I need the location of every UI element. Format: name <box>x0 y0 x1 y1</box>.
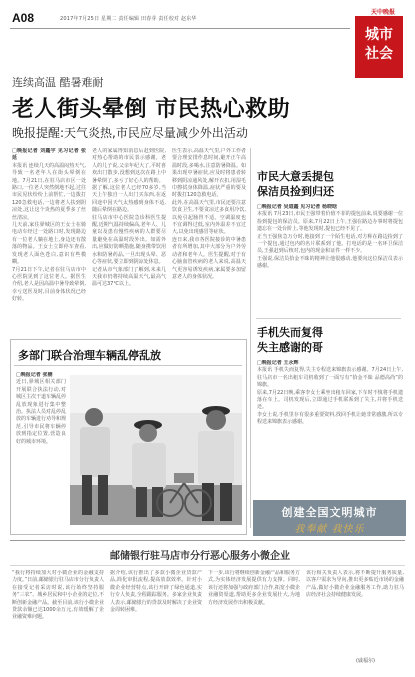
photo-story-caption-text: 近日,驿城区相关部门开展联合执法行动,对城区主次干道车辆乱停乱放现象进行集中整治。执法人员对乱停乱放的车辆进行劝导和规范,引导市民将车辆停放到指定位置,营造良好的城市环境。 <box>16 379 66 445</box>
lead-paragraph: 记者从市气象部门了解到,未来几天我市仍将持续高温天气,最高气温可达37℃以上。 <box>92 266 166 288</box>
sidebar-story2-body <box>257 360 403 494</box>
lead-paragraph: 7月21日下午,记者在驻马店市中心医院见到了这位老人。据医生介绍,老人是因高温中暑导致晕倒,幸亏送医及时,目前身体状况已经好转。 <box>12 266 86 303</box>
lead-paragraph: 几天前,家住驿城区的王女士在骑电动车经过一处路口时,发现路边有一位老人躺在地上,身边还有散落的物品。王女士立即停车查看,发现老人面色苍白,意识有些模糊。 <box>12 222 86 266</box>
sidebar-story1-body <box>257 204 403 314</box>
section-label-line2: 社会 <box>365 46 393 62</box>
bottom-column-4 <box>306 570 404 654</box>
sidebar-story2-headline <box>257 325 323 355</box>
bottom-paragraph: 下一步,该行将继续创新金融产品和服务方式,为实体经济发展提供有力支撑。同时,该行还将加强与政府部门合作,拓宽小微企业融资渠道,帮助更多企业发展壮大,为地方经济发展作出积极贡献。 <box>208 570 300 606</box>
bottom-headline-divider <box>10 565 405 566</box>
sidebar-story1-title-line2: 保洁员捡到归还 <box>257 185 334 198</box>
sidebar-paragraph: 王强说,保洁员拾金不昧的精神让他很感动,他要向这位保洁员表示感谢。 <box>257 255 403 270</box>
photo-story-divider <box>14 365 242 366</box>
lead-headline: 老人街头晕倒 市民热心救助 <box>12 97 291 122</box>
lead-column-2 <box>92 148 166 334</box>
newspaper-logo: 天中晚报 <box>370 9 395 16</box>
page-meta: 2017年7月25日 星期二 责任编辑 田春芽 责任校对 赵东华 <box>60 16 197 22</box>
sidebar-paragraph: 李女士说,手机里存有很多重要资料,找回手机让她非常感激,所以专程送来锦旗表示感谢。 <box>257 411 403 426</box>
civic-banner-slogan: 我奉献 我快乐 <box>294 524 365 535</box>
sidebar-story1-title-line1: 市民大意丢提包 <box>257 170 334 183</box>
lead-paragraph: 医生表示,高温天气里,户外工作者要合理安排作息时间,避开正午高温时段,多喝水,注意防暑降温。如果出现中暑症状,应及时将患者转移到阴凉通风处,解开衣扣,用湿毛巾擦拭身体降温,症状严重的要及时拨打120急救电话。 <box>172 148 246 199</box>
bottom-paragraph: 据介绍,该行推出了多款小微企业贷款产品,简化审批流程,提高放款效率。针对小微企业经营特点,该行开辟了绿色通道,实行专人负责,全程跟踪服务。多家企业负责人表示,邮储银行的贷款及时解决了企业资金周转困难。 <box>110 570 202 614</box>
lead-paragraph: 老人的家属得知消息后赶到医院,对热心帮助的市民表示感谢。老人的儿子说,父亲年纪大了,平时喜欢出门散步,没想到这次在路上中暑晕倒了,多亏了好心人的帮助。 <box>92 148 166 184</box>
lead-paragraph: 此外,在高温天气里,市民还要注意饮食卫生,不要贪凉过多食用冷饮,以免引起肠胃不适。空调温度也不宜调得过低,室内外温差不宜过大,以免出现感冒等症状。 <box>172 199 246 236</box>
bottom-headline: 邮储银行驻马店市分行恶心服务小微企业 <box>110 551 290 562</box>
sidebar-story2-title-line1: 手机失而复得 <box>257 326 323 339</box>
lead-column-1 <box>12 148 86 334</box>
page-number: A08 <box>12 11 35 25</box>
sidebar-separator <box>256 318 401 319</box>
bottom-paragraph: “我行将持续加大对小微企业的金融支持力度。”日前,邮储银行驻马店市分行负责人在接受记者采访时说,该行始终坚持服务“三农”、城乡居民和中小企业的定位,不断创新金融产品。截至目前,该行小微企业贷款余额已达1000余万元,有效缓解了企业融资难问题。 <box>12 570 104 621</box>
photo-story-caption <box>16 372 66 527</box>
lead-column-3 <box>172 148 246 334</box>
bottom-divider <box>10 540 405 541</box>
lead-paragraph: 据了解,这位老人已经70多岁,当天上午独自一人出门买东西,在返回途中因天气太热感到身体不适,随后晕倒在路边。 <box>92 185 166 214</box>
kicker: 连续高温 酷暑难耐 <box>12 76 104 89</box>
sidebar-paragraph: 原来,7月22日晚,乘客李女士乘坐出租车回家,下车时不慎将手机遗落在车上。司机发现后,立即通过手机联系到了失主,并将手机送还。 <box>257 389 403 411</box>
lead-byline: □晚报记者 刘鑫宇 见习记者 张延 <box>12 148 86 162</box>
sidebar-story2-byline: □晚报记者 王永辉 <box>257 360 299 366</box>
lead-paragraph: 本报讯 连续几天的高温闷热天气,导致一名老年人在街头晕倒在地。7月21日,在驻马店市区一处路口,一位老人突然倒地不起,过往市民见状纷纷上前帮忙,一边拨打120急救电话,一边将老人扶到阴凉处,这让这个炎热的夏季多了丝丝清凉。 <box>12 162 86 221</box>
bottom-signature: (戚福尔) <box>356 658 375 664</box>
sidebar-paragraph: 本报讯 手机失而复得,失主专程送来锦旗表示感谢。7月24日上午,驻马店市一名出租车司机收到了一面写有“拾金不昧 品德高尚”的锦旗。 <box>257 367 403 389</box>
bottom-paragraph: 该行相关负责人表示,将不断提升服务质量,以客户需求为导向,推出更多贴近市场的金融产品,做好小微企业金融服务工作,助力驻马店经济社会持续健康发展。 <box>306 570 404 599</box>
sidebar-story1-headline <box>257 169 334 199</box>
photo-story-byline: □晚报记者 张楠 <box>16 372 53 378</box>
photo-story-title: 多部门联合治理车辆乱停乱放 <box>18 349 161 362</box>
sidebar-paragraph: 本报讯 7月23日,市民王强带着价值不菲的提包前来,说要感谢一位捡到提包的保洁员。原来,7月22日上午,王强在路边办事时将提包遗忘在一处台阶上,等他发现时,提包已经不见了。 <box>257 211 403 233</box>
header-divider <box>10 28 350 29</box>
lead-paragraph: 连日来,我市各医院接诊的中暑患者有所增加,其中大部分为户外劳动者和老年人。医生提醒,对于有心脑血管疾病的老人来说,高温天气更容易诱发疾病,家属要多加留意老人的身体状况。 <box>172 236 246 280</box>
lead-paragraph: 驻马店市中心医院急诊科医生提醒,近期气温持续偏高,老年人、儿童以及患有慢性疾病的人群要尽量避免在高温时段外出。如需外出,应做好防晒措施,随身携带饮用水和防暑药品,一旦出现头晕、恶心等症状,要立即到阴凉处休息。 <box>92 214 166 266</box>
lead-subhead: 晚报提醒:天气炎热,市民应尽量减少外出活动 <box>12 126 248 140</box>
news-photo <box>70 375 242 525</box>
sidebar-divider <box>250 148 251 528</box>
civic-banner-title: 创建全国文明城市 <box>281 506 378 519</box>
section-label <box>355 16 403 78</box>
section-label-line1: 城市 <box>365 27 393 43</box>
sidebar-paragraph: 正当王强焦急万分时,他接到了一个陌生电话,对方称在路边捡到了一个提包,通过包内的名片联系到了他。打电话的是一名环卫保洁员,王强赶到后核对,包内的现金和证件一样不少。 <box>257 233 403 255</box>
sidebar-story2-title-line2: 失主感谢的哥 <box>257 341 323 354</box>
bottom-column-2 <box>110 570 202 668</box>
bottom-column-3 <box>208 570 300 668</box>
bottom-column-1 <box>12 570 104 668</box>
sidebar-story1-byline: □晚报记者 吴道鑫 见习记者 杨晓晗 <box>257 204 337 210</box>
